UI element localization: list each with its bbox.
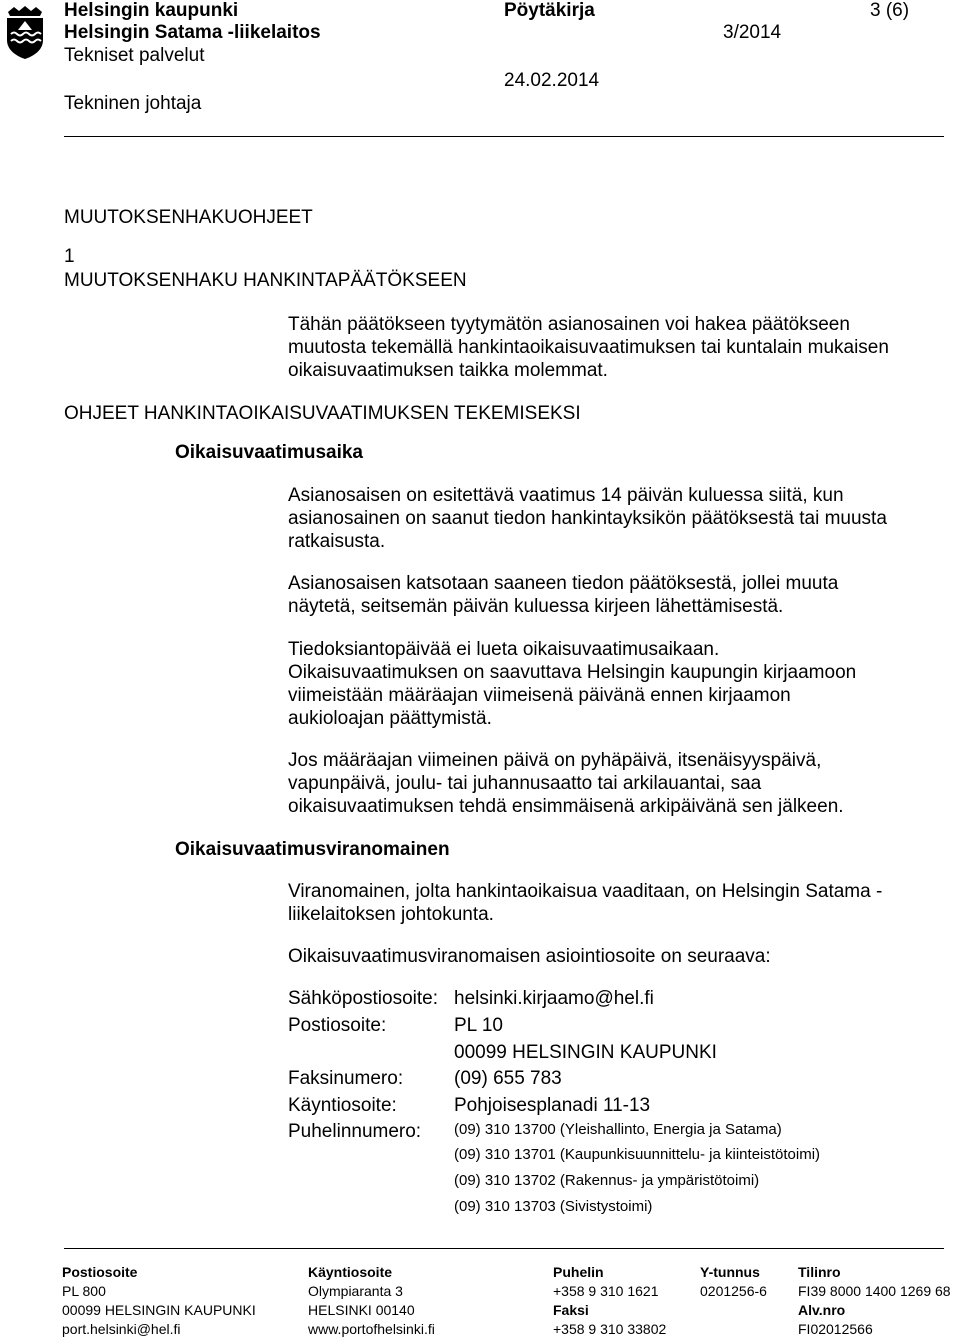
text-line: Tiedoksiantopäivää ei lueta oikaisuvaatimusaikaan. (288, 639, 720, 660)
phone-line: (09) 310 13701 (Kaupunkisuunnittelu- ja kiinteistötoimi) (454, 1146, 821, 1163)
footer-phone (553, 1263, 666, 1339)
footer-label: Postiosoite (62, 1264, 138, 1280)
text-line: Tähän päätökseen tyytymätön asianosainen voi hakea päätökseen (288, 314, 850, 335)
footer-label: Y-tunnus (700, 1264, 760, 1280)
phone-line: (09) 310 13700 (Yleishallinto, Energia ja Satama) (454, 1121, 782, 1138)
footer-line: +358 9 310 33802 (553, 1321, 667, 1337)
text-line: liikelaitoksen johtokunta. (288, 904, 494, 925)
text-line: näytetä, seitsemän päivän kuluessa kirjeen lähettämisestä. (288, 596, 784, 617)
helsinki-crest-icon (2, 4, 48, 60)
doc-type: Pöytäkirja (504, 0, 595, 21)
doc-title: MUUTOKSENHAKUOHJEET (64, 207, 313, 228)
text-line: Oikaisuvaatimusviranomaisen asiointiosoite on seuraava: (288, 946, 771, 967)
authority-heading: Oikaisuvaatimusviranomainen (175, 839, 450, 860)
footer-label: Faksi (553, 1302, 589, 1318)
footer-account (798, 1263, 951, 1339)
postal-label: Postiosoite: (288, 1015, 387, 1036)
footer-line[interactable]: port.helsinki@hel.fi (62, 1321, 181, 1337)
text-line: Asianosaisen katsotaan saaneen tiedon päätöksestä, jollei muuta (288, 573, 839, 594)
footer-label: Tilinro (798, 1264, 841, 1280)
phone-label: Puhelinnumero: (288, 1121, 422, 1142)
section-title: MUUTOKSENHAKU HANKINTAPÄÄTÖKSEEN (64, 270, 467, 291)
footer-line: FI39 8000 1400 1269 68 (798, 1283, 951, 1299)
footer-postal (62, 1263, 256, 1339)
guide-heading: OHJEET HANKINTAOIKAISUVAATIMUKSEN TEKEMISEKSI (64, 403, 581, 424)
email-value[interactable]: helsinki.kirjaamo@hel.fi (454, 988, 654, 1009)
email-label: Sähköpostiosoite: (288, 988, 438, 1009)
text-line: muutosta tekemällä hankintaoikaisuvaatimuksen tai kuntalain mukaisen (288, 337, 889, 358)
time-paragraph-1 (288, 484, 948, 553)
section-number: 1 (64, 246, 75, 267)
footer-line: FI02012566 (798, 1321, 873, 1337)
text-line: Viranomainen, jolta hankintaoikaisua vaaditaan, on Helsingin Satama - (288, 881, 883, 902)
text-line: ratkaisusta. (288, 531, 386, 552)
time-heading: Oikaisuvaatimusaika (175, 442, 363, 463)
text-line: aukioloajan päättymistä. (288, 708, 492, 729)
phone-line: (09) 310 13703 (Sivistystoimi) (454, 1198, 653, 1215)
fax-label: Faksinumero: (288, 1068, 404, 1089)
role-name: Tekninen johtaja (64, 93, 202, 114)
footer-line: PL 800 (62, 1283, 106, 1299)
doc-date: 24.02.2014 (504, 70, 600, 91)
footer-line: +358 9 310 1621 (553, 1283, 659, 1299)
footer-line: 0201256-6 (700, 1283, 767, 1299)
time-paragraph-3 (288, 638, 948, 730)
time-paragraph-2 (288, 572, 948, 618)
footer-visit (308, 1263, 435, 1339)
text-line: Oikaisuvaatimuksen on saavuttava Helsingin kaupungin kirjaamoon (288, 662, 857, 683)
org-name: Helsingin kaupunki (64, 0, 239, 21)
postal-line-1: PL 10 (454, 1015, 503, 1036)
doc-number: 3/2014 (723, 22, 782, 43)
footer-line: 00099 HELSINGIN KAUPUNKI (62, 1302, 256, 1318)
footer-line[interactable]: www.portofhelsinki.fi (308, 1321, 435, 1337)
footer-label: Alv.nro (798, 1302, 846, 1318)
footer-line: Olympiaranta 3 (308, 1283, 403, 1299)
footer-label: Käyntiosoite (308, 1264, 393, 1280)
intro-paragraph (288, 313, 948, 382)
text-line: viimeistään määräajan viimeisenä päivänä ennen kirjaamon (288, 685, 791, 706)
visit-value: Pohjoisesplanadi 11-13 (454, 1095, 651, 1116)
authority-paragraph-2 (288, 945, 948, 968)
text-line: oikaisuvaatimuksen taikka molemmat. (288, 360, 608, 381)
department-name: Tekniset palvelut (64, 45, 205, 66)
postal-line-2: 00099 HELSINGIN KAUPUNKI (454, 1042, 717, 1063)
visit-label: Käyntiosoite: (288, 1095, 397, 1116)
text-line: Asianosaisen on esitettävä vaatimus 14 päivän kuluessa siitä, kun (288, 485, 844, 506)
footer-line: HELSINKI 00140 (308, 1302, 415, 1318)
fax-value: (09) 655 783 (454, 1068, 562, 1089)
page-number: 3 (6) (870, 0, 910, 21)
time-paragraph-4 (288, 749, 948, 818)
footer-divider (64, 1248, 944, 1249)
authority-paragraph-1 (288, 880, 948, 926)
text-line: vapunpäivä, joulu- tai juhannusaatto tai arkilauantai, saa (288, 773, 762, 794)
footer-label: Puhelin (553, 1264, 604, 1280)
footer-business-id (700, 1263, 767, 1301)
phone-line: (09) 310 13702 (Rakennus- ja ympäristötoimi) (454, 1172, 760, 1189)
enterprise-name: Helsingin Satama -liikelaitos (64, 22, 321, 43)
header-divider (64, 136, 944, 137)
text-line: Jos määräajan viimeinen päivä on pyhäpäivä, itsenäisyyspäivä, (288, 750, 822, 771)
text-line: asianosainen on saanut tiedon hankintayksikön päätöksestä tai muusta (288, 508, 887, 529)
text-line: oikaisuvaatimuksen tehdä ensimmäisenä arkipäivänä sen jälkeen. (288, 796, 844, 817)
